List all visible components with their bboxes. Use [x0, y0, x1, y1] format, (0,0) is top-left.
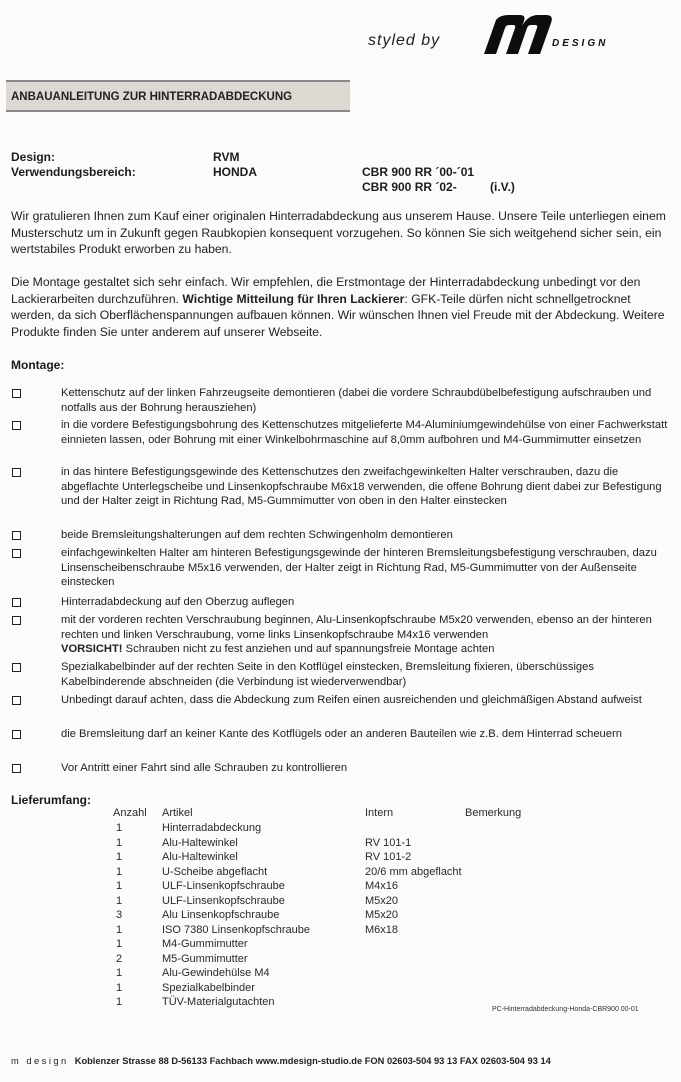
footer-brand: m design — [11, 1056, 69, 1066]
table-cell-article: ULF-Linsenkopfschraube — [162, 894, 285, 907]
table-cell-article: Alu-Gewindehülse M4 — [162, 967, 270, 979]
table-cell-article: U-Scheibe abgeflacht — [162, 865, 268, 878]
step-checkbox-5[interactable] — [12, 549, 21, 558]
model-1: CBR 900 RR ´00-´01 — [362, 165, 475, 179]
table-cell-article: Spezialkabelbinder — [162, 981, 255, 994]
table-cell-article: M5-Gummimutter — [162, 952, 248, 965]
paragraph-text: Die Montage gestaltet sich sehr einfach. Wir empfehlen, die Erstmontage der Hinterradabdeckung unbedingt vor den Lackierarbeiten durchzuführen. — [11, 275, 641, 306]
design-label: Design: — [11, 150, 56, 164]
step-text-10: die Bremsleitung darf an keiner Kante des Kotflügels oder an anderen Bauteilen wie z.B. dem Hinterrad scheuern — [61, 728, 622, 740]
brand-logo — [368, 14, 668, 56]
step-text-1: Kettenschutz auf der linken Fahrzeugseite demontieren (dabei die vordere Schraubdübelbefestigung aufschrauben und notfalls aus der Bohrung herausziehen) — [61, 387, 652, 414]
montage-heading: Montage: — [11, 358, 65, 372]
col-header-anzahl: Anzahl — [113, 807, 147, 819]
usage-value: HONDA — [213, 165, 257, 179]
col-header-bemerkung: Bemerkung — [465, 807, 522, 819]
design-value: RVM — [213, 150, 240, 164]
table-cell-qty: 1 — [116, 851, 123, 863]
m-logo-icon — [476, 14, 556, 56]
table-cell-article: Alu-Haltewinkel — [162, 851, 238, 863]
step-checkbox-2[interactable] — [12, 421, 21, 430]
table-cell-qty: 3 — [116, 909, 123, 921]
painter-notice-paragraph — [11, 274, 671, 340]
table-cell-qty: 1 — [116, 894, 123, 907]
step-text-5: einfachgewinkelten Halter am hinteren Befestigungsgewinde der hinteren Bremsleitungsbefestigung verschrauben, dazu Linsenscheibenschraube M5x16 verwenden, der Halter zeigt in Richtung Rad, M5-Gummimutter von der Außenseite einstecken — [61, 547, 657, 588]
step-checkbox-3[interactable] — [12, 468, 21, 477]
step-text-7 — [61, 613, 673, 657]
col-header-intern: Intern — [365, 807, 394, 819]
table-cell-qty: 1 — [116, 996, 123, 1008]
table-cell-article: TÜV-Materialgutachten — [162, 996, 275, 1008]
brand-suffix: DESIGN — [552, 38, 609, 49]
intro-paragraph: Wir gratulieren Ihnen zum Kauf einer originalen Hinterradabdeckung aus unserem Hause. Unsere Teile unterliegen einem Musterschutz um in Zukunft gegen Raubkopien konsequent vorzugehen. So können Sie sich weitgehend sicher sein, ein wertstabiles Produkt erworben zu haben. — [11, 209, 666, 257]
step-text-2: in die vordere Befestigungsbohrung des Kettenschutzes mitgelieferte M4-Aluminiumgewindehülse von einer Fachwerkstatt einnieten lassen, oder Bohrung mit einer Winkelbohrmaschine auf 8,0mm aufbohren und M4-Gummimutter einsetzen — [61, 419, 668, 446]
step-text-7-main: mit der vorderen rechten Verschraubung beginnen, Alu-Linsenkopfschraube M5x20 verwenden, ebenso an der hinteren rechten und linken Verschraubung, vorne links Linsenkopfschraube M4x16 verwenden — [61, 614, 652, 641]
table-cell-qty: 1 — [116, 880, 123, 892]
table-cell-article: ISO 7380 Linsenkopfschraube — [162, 923, 310, 936]
step-checkbox-4[interactable] — [12, 531, 21, 540]
warning-label: VORSICHT! — [61, 643, 123, 655]
paragraph-text: : GFK-Teile dürfen nicht schnellgetrocknet werden, da sich Oberflächenspannungen aufbauen können. Wir wünschen Ihnen viel Freude mit der Abdeckung. Weitere Produkte finden Sie unter anderem auf unserer Webseite. — [11, 291, 665, 339]
table-cell-intern: M5x20 — [365, 909, 399, 921]
table-cell-article: M4-Gummimutter — [162, 938, 248, 950]
step-checkbox-6[interactable] — [12, 598, 21, 607]
brand-prefix: styled by — [368, 32, 441, 49]
table-cell-intern: M5x20 — [365, 894, 399, 907]
lieferumfang-heading: Lieferumfang: — [11, 793, 92, 807]
step-checkbox-9[interactable] — [12, 696, 21, 705]
step-checkbox-10[interactable] — [12, 730, 21, 739]
table-cell-qty: 2 — [116, 952, 123, 965]
document-title: ANBAUANLEITUNG ZUR HINTERRADABDECKUNG — [11, 91, 293, 103]
table-cell-article: Alu Linsenkopfschraube — [162, 909, 280, 921]
table-cell-intern: RV 101-1 — [365, 836, 412, 849]
footer — [11, 1056, 551, 1066]
col-header-artikel: Artikel — [162, 807, 193, 819]
step-text-11: Vor Antritt einer Fahrt sind alle Schrauben zu kontrollieren — [61, 762, 348, 774]
table-cell-qty: 1 — [116, 865, 123, 878]
step-checkbox-11[interactable] — [12, 764, 21, 773]
usage-label: Verwendungsbereich: — [11, 165, 136, 179]
model-2: CBR 900 RR ´02- — [362, 180, 457, 194]
step-checkbox-8[interactable] — [12, 663, 21, 672]
document-title-bar — [6, 80, 350, 112]
table-cell-article: Alu-Haltewinkel — [162, 836, 238, 849]
step-text-6: Hinterradabdeckung auf den Oberzug auflegen — [61, 596, 295, 608]
step-text-9: Unbedingt darauf achten, dass die Abdeckung zum Reifen einen ausreichenden und gleichmäßigen Abstand aufweist — [61, 694, 642, 706]
table-cell-intern: 20/6 mm abgeflacht — [365, 865, 462, 878]
table-cell-article: Hinterradabdeckung — [162, 822, 262, 834]
table-cell-qty: 1 — [116, 836, 123, 849]
table-cell-qty: 1 — [116, 822, 123, 834]
table-cell-qty: 1 — [116, 938, 123, 950]
footer-contact: Koblenzer Strasse 88 D-56133 Fachbach www.mdesign-studio.de FON 02603-504 93 13 FAX 02603-504 93 14 — [74, 1056, 551, 1066]
table-cell-intern: RV 101-2 — [365, 851, 412, 863]
step-text-8: Spezialkabelbinder auf der rechten Seite in den Kotflügel einstecken, Bremsleitung fixieren, überschüssiges Kabelbinderende abschneiden (die Verbindung ist wiederverwendbar) — [61, 661, 594, 688]
table-cell-intern: M6x18 — [365, 923, 399, 936]
table-cell-qty: 1 — [116, 981, 123, 994]
table-cell-qty: 1 — [116, 967, 123, 979]
table-cell-intern: M4x16 — [365, 880, 399, 892]
step-checkbox-1[interactable] — [12, 389, 21, 398]
step-checkbox-7[interactable] — [12, 616, 21, 625]
painter-notice-bold: Wichtige Mitteilung für Ihren Lackierer — [182, 291, 405, 306]
table-cell-article: ULF-Linsenkopfschraube — [162, 880, 285, 892]
model-2-note: (i.V.) — [490, 180, 515, 194]
warning-text: Schrauben nicht zu fest anziehen und auf spannungsfreie Montage achten — [122, 643, 495, 655]
step-text-3: in das hintere Befestigungsgewinde des Kettenschutzes den zweifachgewinkelten Halter verschrauben, dazu die abgeflachte Unterlegscheibe und Linsenkopfschraube M6x18 verwenden, die offene Bohrung dient dabei zur Befestigung und der Halter zeigt in Richtung Rad, M5-Gummimutter von oben in den Halter einstecken — [61, 466, 662, 507]
table-cell-qty: 1 — [116, 923, 123, 936]
step-text-4: beide Bremsleitungshalterungen auf dem rechten Schwingenholm demontieren — [61, 529, 453, 541]
document-reference: PC-Hinterradabdeckung-Honda-CBR900 00-01 — [492, 1006, 639, 1013]
